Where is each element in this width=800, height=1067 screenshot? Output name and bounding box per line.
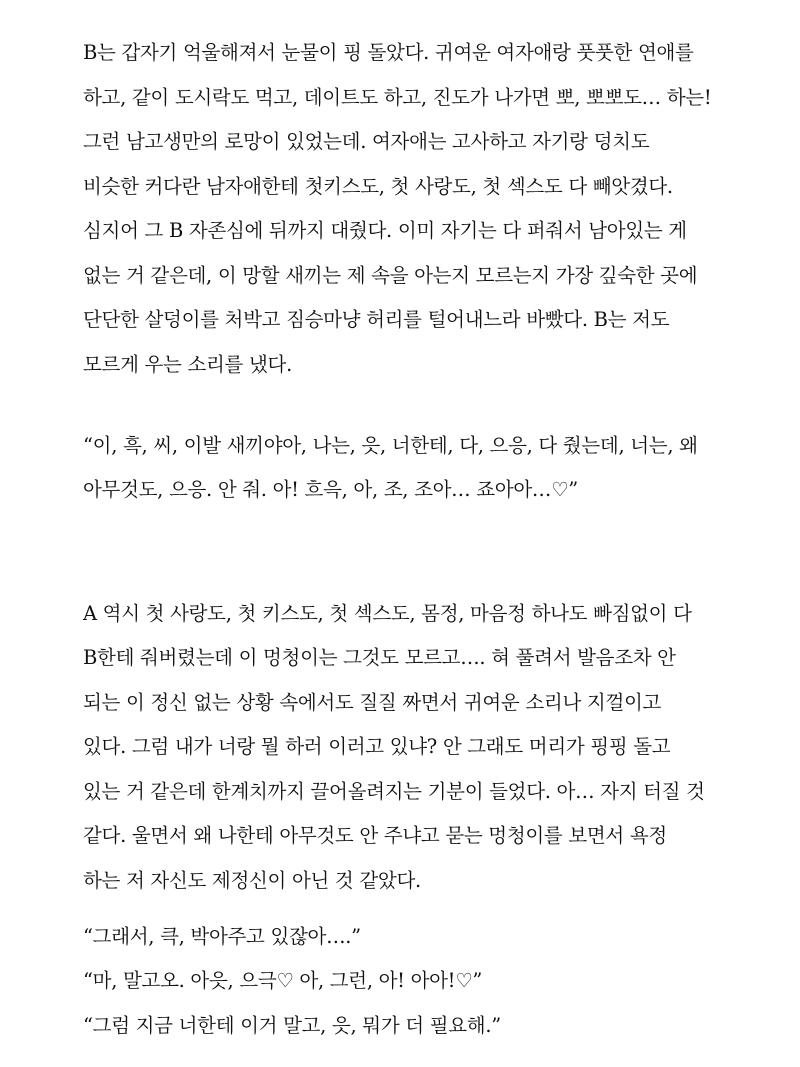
text-line: 하고, 같이 도시락도 먹고, 데이트도 하고, 진도가 나가면 뽀, 뽀뽀도… 하는! xyxy=(83,86,712,109)
text-line: 아무것도, 으응. 안 줘. 아! 흐윽, 아, 조, 조아… 죠아아…♡” xyxy=(83,478,578,501)
text-line: A 역시 첫 사랑도, 첫 키스도, 첫 섹스도, 몸정, 마음정 하나도 빠짐없이 다 xyxy=(83,602,692,625)
text-line: 모르게 우는 소리를 냈다. xyxy=(83,353,292,376)
text-line: 없는 거 같은데, 이 망할 새끼는 제 속을 아는지 모르는지 가장 깊숙한 곳에 xyxy=(83,264,698,287)
text-line: 있다. 그럼 내가 너랑 뭘 하러 이러고 있냐? 안 그래도 머리가 핑핑 돌고 xyxy=(83,735,671,758)
text-line: 되는 이 정신 없는 상황 속에서도 질질 짜면서 귀여운 소리나 지껄이고 xyxy=(83,691,662,714)
text-line: 있는 거 같은데 한계치까지 끌어올려지는 기분이 들었다. 아… 자지 터질 것 xyxy=(83,780,705,803)
text-line: 단단한 살덩이를 처박고 짐승마냥 허리를 털어내느라 바빴다. B는 저도 xyxy=(83,308,670,331)
text-line: 같다. 울면서 왜 나한테 아무것도 안 주냐고 묻는 멍청이를 보면서 욕정 xyxy=(83,824,667,847)
text-line: 그런 남고생만의 로망이 있었는데. 여자애는 고사하고 자기랑 덩치도 xyxy=(83,130,650,153)
text-line: “이, 흑, 씨, 이발 새끼야아, 나는, 읏, 너한테, 다, 으응, 다 줬는데, 너는, 왜 xyxy=(83,434,698,457)
dialogue-line: “마, 말고오. 아읏, 으극♡ 아, 그런, 아! 아아!♡” xyxy=(83,969,483,992)
text-line: B는 갑자기 억울해져서 눈물이 핑 돌았다. 귀여운 여자애랑 풋풋한 연애를 xyxy=(83,41,694,64)
text-line: B한테 줘버렸는데 이 멍청이는 그것도 모르고…. 혀 풀려서 발음조차 안 xyxy=(83,646,676,669)
dialogue-line: “그래서, 큭, 박아주고 있잖아….” xyxy=(83,925,361,948)
text-line: 하는 저 자신도 제정신이 아닌 것 같았다. xyxy=(83,869,421,892)
text-line: 심지어 그 B 자존심에 뒤까지 대줬다. 이미 자기는 다 퍼줘서 남아있는 게 xyxy=(83,219,687,242)
text-line: 비슷한 커다란 남자애한테 첫키스도, 첫 사랑도, 첫 섹스도 다 빼앗겼다. xyxy=(83,175,673,198)
dialogue-line: “그럼 지금 너한테 이거 말고, 읏, 뭐가 더 필요해.” xyxy=(83,1014,501,1037)
